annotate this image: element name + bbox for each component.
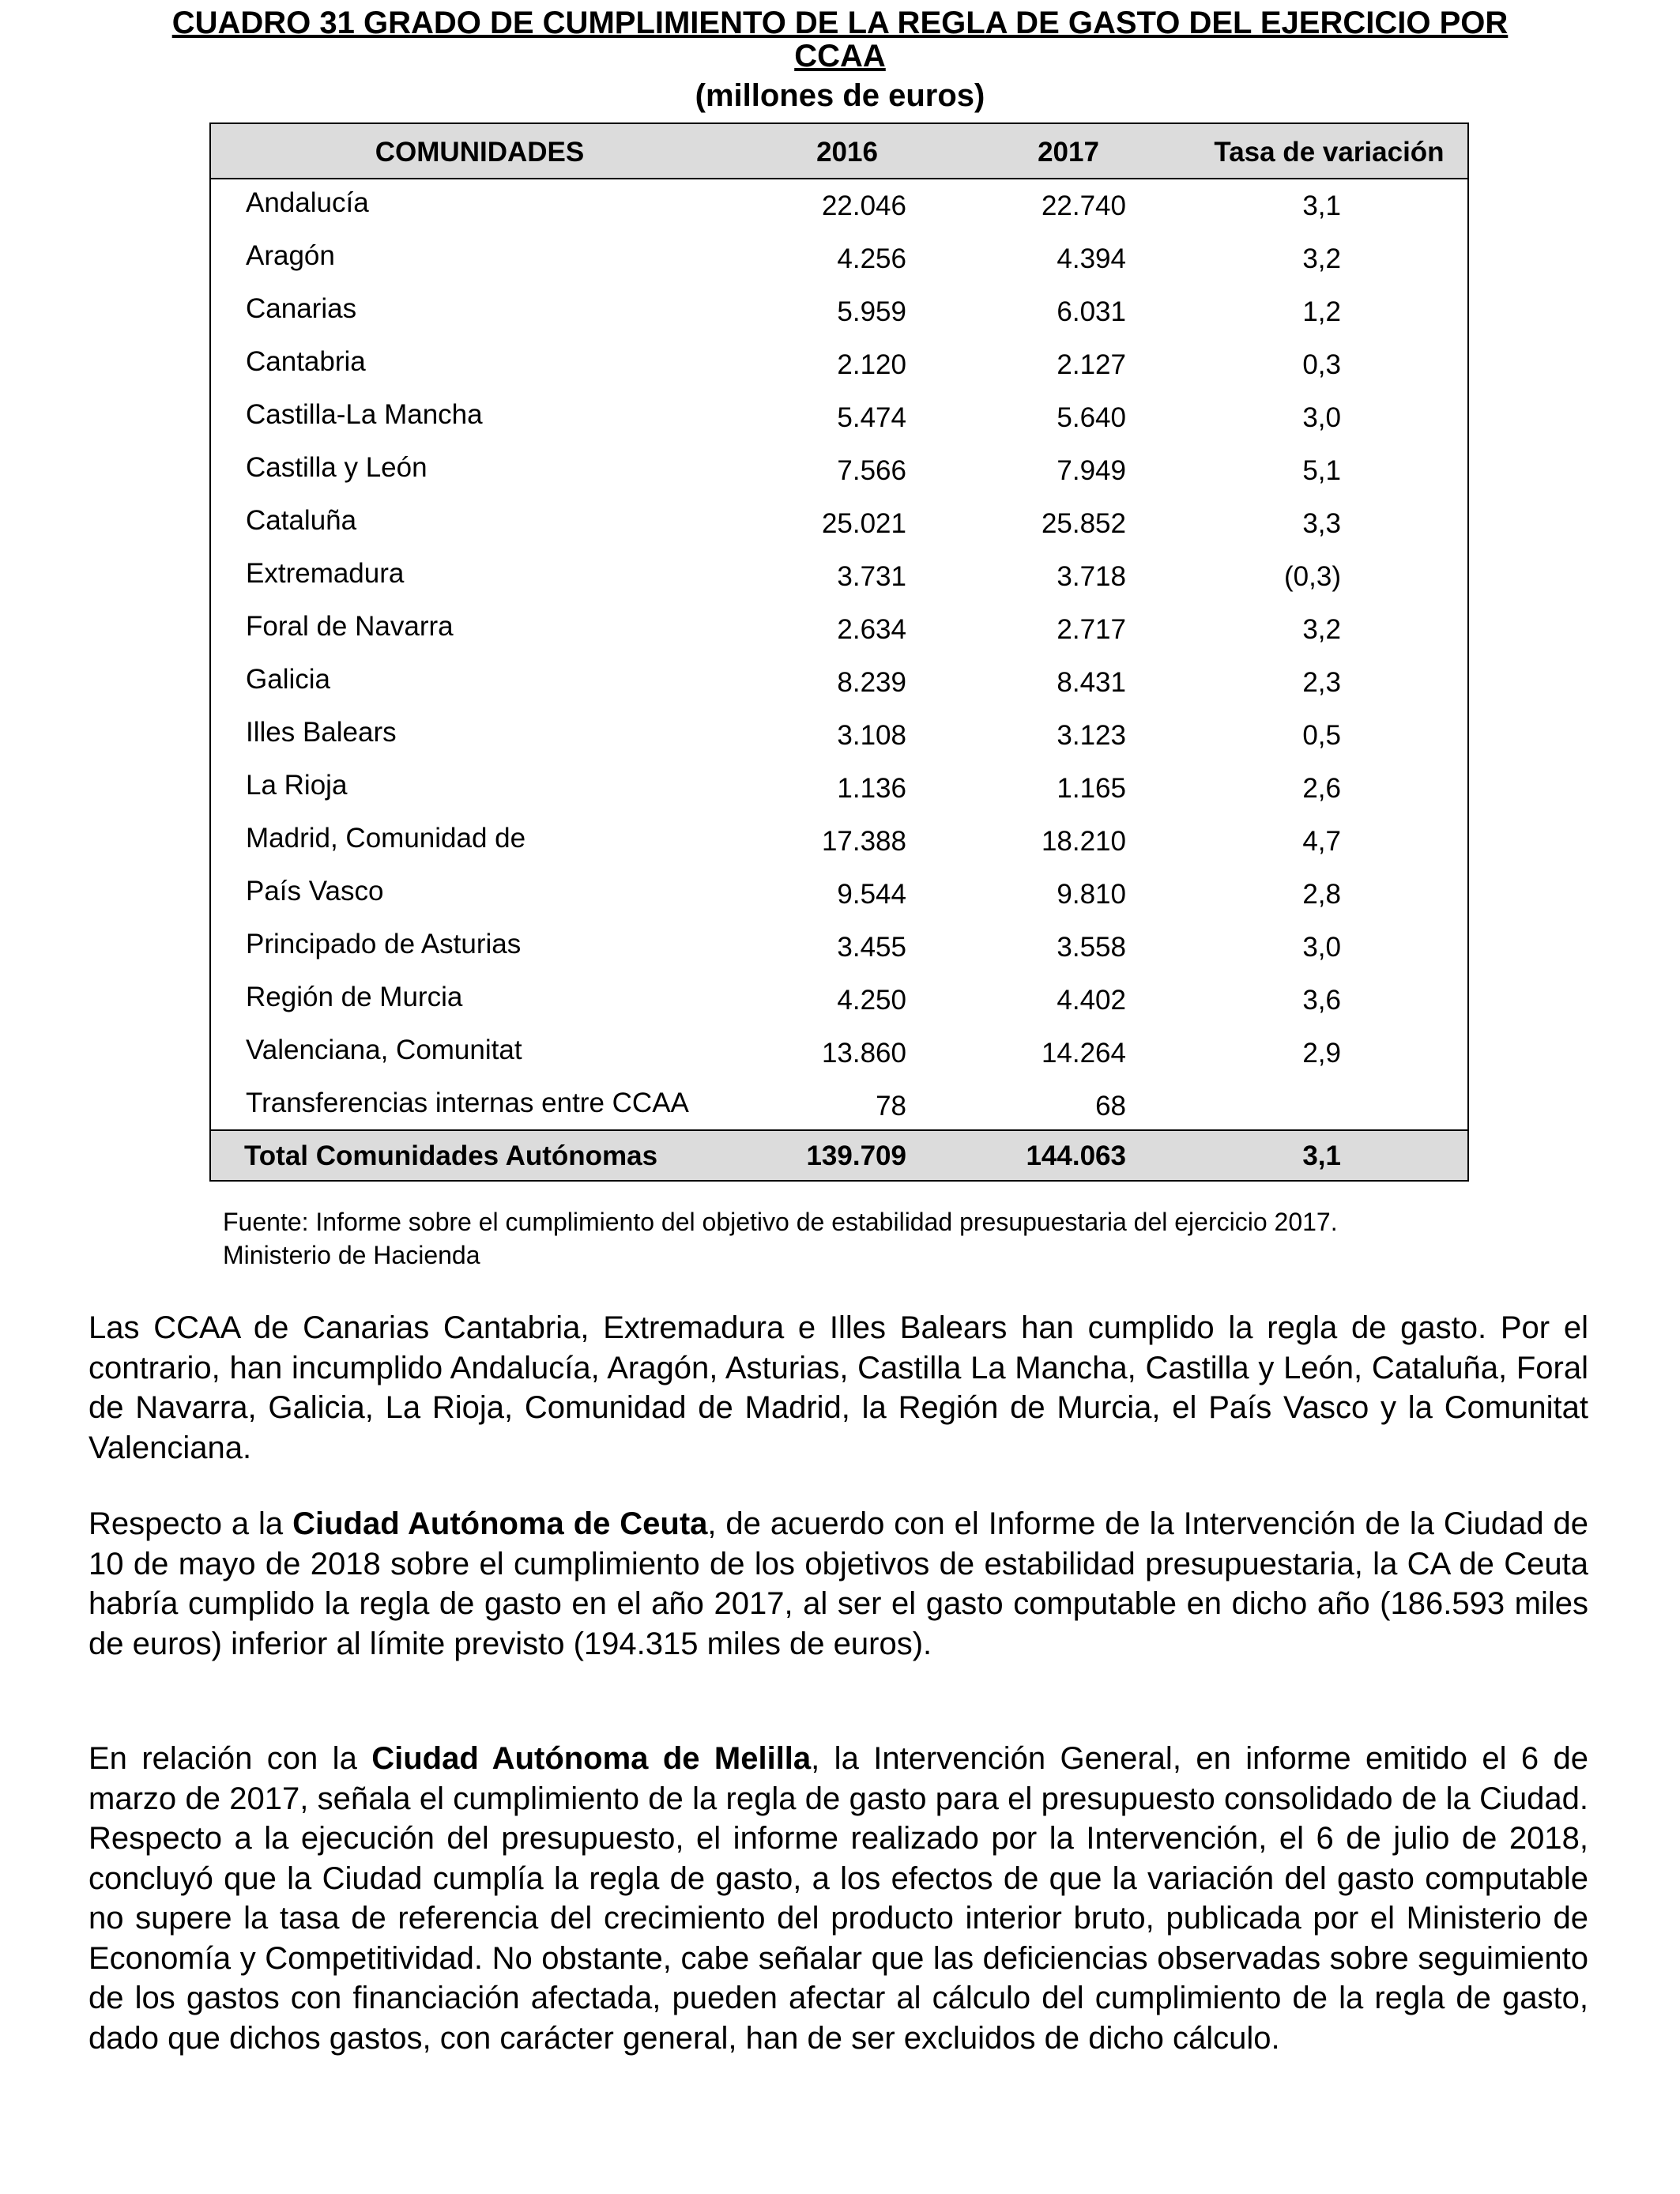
row-2017: 4.394: [1057, 243, 1126, 274]
table-row: [211, 497, 1467, 550]
row-2016: 3.731: [837, 561, 906, 592]
table-row: [211, 709, 1467, 762]
paragraph-ceuta-bold: Ciudad Autónoma de Ceuta: [292, 1506, 708, 1541]
row-tasa: 4,7: [1302, 826, 1341, 857]
paragraph-melilla-text: , la Intervención General, en informe emitido el 6 de marzo de 2017, señala el cumplimiento de la regla de gasto para el presupuesto consolidado de la Ciudad. Respecto a la ejecución del presupuesto, el informe realizado por la Intervención, el 6 de julio de 2018, concluyó que la Ciudad cumplía la regla de gasto, a los efectos de que la variación del gasto computable no supere la tasa de referencia del crecimiento del producto interior bruto, publicada por el Ministerio de Economía y Competitividad. No obstante, cabe señalar que las deficiencias observadas sobre seguimiento de los gastos con financiación afectada, pueden afectar al cálculo del cumplimiento de la regla de gasto, dado que dichos gastos, con carácter general, han de ser excluidos de dicho cálculo.: [89, 1741, 1588, 2056]
row-tasa: 1,2: [1302, 296, 1341, 327]
table-row: [211, 232, 1467, 285]
table-row: [211, 921, 1467, 974]
table-row: [211, 338, 1467, 391]
header-comunidades: COMUNIDADES: [375, 137, 585, 168]
table-row: [211, 656, 1467, 709]
row-2017: 8.431: [1057, 667, 1126, 698]
paragraph-ccaa-compliance: Las CCAA de Canarias Cantabria, Extremadura e Illes Balears han cumplido la regla de gasto. Por el contrario, han incumplido Andalucía, Aragón, Asturias, Castilla La Mancha, Castilla y León, Cataluña, Foral de Navarra, Galicia, La Rioja, Comunidad de Madrid, la Región de Murcia, el País Vasco y la Comunitat Valenciana.: [89, 1310, 1588, 1465]
row-2016: 4.250: [837, 985, 906, 1016]
row-2016: 78: [876, 1091, 906, 1122]
row-2016: 9.544: [837, 879, 906, 910]
row-name: Aragón: [246, 240, 335, 271]
row-tasa: (0,3): [1284, 561, 1341, 592]
paragraph-ceuta: [89, 1504, 1588, 1664]
row-tasa: 2,9: [1302, 1038, 1341, 1069]
total-2017: 144.063: [1026, 1140, 1126, 1171]
row-2017: 1.165: [1057, 773, 1126, 804]
row-2017: 3.718: [1057, 561, 1126, 592]
row-2016: 5.474: [837, 402, 906, 433]
paragraph-melilla-bold: Ciudad Autónoma de Melilla: [371, 1741, 812, 1776]
row-2017: 9.810: [1057, 879, 1126, 910]
row-tasa: 3,6: [1302, 985, 1341, 1016]
row-2016: 17.388: [821, 826, 906, 857]
header-2017: 2017: [1038, 137, 1099, 168]
row-2016: 3.108: [837, 720, 906, 751]
row-2016: 13.860: [821, 1038, 906, 1069]
row-2016: 2.634: [837, 614, 906, 645]
row-name: Madrid, Comunidad de: [246, 823, 526, 854]
paragraph-melilla: [89, 1739, 1588, 2058]
header-2016: 2016: [816, 137, 878, 168]
row-2016: 8.239: [837, 667, 906, 698]
total-label: Total Comunidades Autónomas: [244, 1140, 658, 1171]
row-name: La Rioja: [246, 770, 348, 801]
row-2016: 5.959: [837, 296, 906, 327]
row-2017: 14.264: [1041, 1038, 1126, 1069]
source-note: [223, 1205, 1338, 1272]
row-name: Andalucía: [246, 187, 369, 218]
total-2016: 139.709: [806, 1140, 906, 1171]
row-2016: 2.120: [837, 349, 906, 380]
row-name: Canarias: [246, 293, 357, 324]
row-2017: 2.717: [1057, 614, 1126, 645]
row-name: Valenciana, Comunitat: [246, 1035, 522, 1065]
row-tasa: 2,6: [1302, 773, 1341, 804]
table-row: [211, 550, 1467, 603]
row-tasa: 3,3: [1302, 508, 1341, 539]
table-row: [211, 391, 1467, 444]
table-row: [211, 603, 1467, 656]
row-tasa: 0,5: [1302, 720, 1341, 751]
row-name: Cantabria: [246, 346, 366, 377]
row-2016: 3.455: [837, 932, 906, 963]
table-title-units: (millones de euros): [695, 78, 985, 113]
row-2017: 18.210: [1041, 826, 1126, 857]
table-row: [211, 815, 1467, 868]
row-2017: 68: [1095, 1091, 1126, 1122]
row-2017: 3.558: [1057, 932, 1126, 963]
row-name: Principado de Asturias: [246, 929, 522, 959]
row-2017: 3.123: [1057, 720, 1126, 751]
row-name: Región de Murcia: [246, 982, 463, 1012]
row-tasa: 0,3: [1302, 349, 1341, 380]
row-tasa: 3,0: [1302, 402, 1341, 433]
row-tasa: 5,1: [1302, 455, 1341, 486]
row-tasa: 3,1: [1302, 190, 1341, 221]
table-header: [211, 124, 1467, 179]
row-name: Castilla-La Mancha: [246, 399, 483, 430]
table-row: [211, 1027, 1467, 1080]
row-2017: 7.949: [1057, 455, 1126, 486]
table-title-line2: CCAA: [794, 39, 886, 74]
spending-rule-table: [209, 123, 1469, 1182]
row-2016: 7.566: [837, 455, 906, 486]
row-name: Castilla y León: [246, 452, 428, 483]
table-row: [211, 762, 1467, 815]
table-row: [211, 1080, 1467, 1133]
row-2016: 1.136: [837, 773, 906, 804]
paragraph-ceuta-intro: Respecto a la: [89, 1506, 293, 1541]
row-2017: 25.852: [1041, 508, 1126, 539]
table-row: [211, 974, 1467, 1027]
row-tasa: 2,3: [1302, 667, 1341, 698]
source-line2: Ministerio de Hacienda: [223, 1241, 480, 1269]
row-name: Extremadura: [246, 558, 405, 589]
row-tasa: 3,2: [1302, 614, 1341, 645]
table-row: [211, 179, 1467, 232]
paragraph-ceuta-text: , de acuerdo con el Informe de la Intervención de la Ciudad de 10 de mayo de 2018 sobre el cumplimiento de los objetivos de estabilidad presupuestaria, la CA de Ceuta habría cumplido la regla de gasto en el año 2017, al ser el gasto computable en dicho año (186.593 miles de euros) inferior al límite previsto (194.315 miles de euros).: [89, 1506, 1589, 1661]
table-total-row: [211, 1129, 1467, 1180]
table-row: [211, 444, 1467, 497]
row-name: Transferencias internas entre CCAA: [246, 1088, 689, 1118]
paragraph-melilla-intro: En relación con la: [89, 1741, 372, 1776]
row-name: Cataluña: [246, 505, 357, 536]
row-2017: 22.740: [1041, 190, 1126, 221]
row-name: Galicia: [246, 664, 330, 695]
header-tasa: Tasa de variación: [1214, 137, 1445, 168]
table-row: [211, 868, 1467, 921]
row-tasa: 3,0: [1302, 932, 1341, 963]
row-tasa: 2,8: [1302, 879, 1341, 910]
total-tasa: 3,1: [1302, 1140, 1341, 1171]
row-name: Foral de Navarra: [246, 611, 454, 642]
row-tasa: 3,2: [1302, 243, 1341, 274]
row-2016: 4.256: [837, 243, 906, 274]
source-line1: Fuente: Informe sobre el cumplimiento del objetivo de estabilidad presupuestaria del ejercicio 2017.: [223, 1208, 1338, 1236]
row-2017: 6.031: [1057, 296, 1126, 327]
row-2017: 5.640: [1057, 402, 1126, 433]
table-title-line1: CUADRO 31 GRADO DE CUMPLIMIENTO DE LA REGLA DE GASTO DEL EJERCICIO POR: [171, 6, 1509, 40]
row-2016: 25.021: [821, 508, 906, 539]
table-row: [211, 285, 1467, 338]
row-2017: 2.127: [1057, 349, 1126, 380]
row-name: País Vasco: [246, 876, 384, 907]
row-2016: 22.046: [821, 190, 906, 221]
row-2017: 4.402: [1057, 985, 1126, 1016]
row-name: Illes Balears: [246, 717, 397, 748]
